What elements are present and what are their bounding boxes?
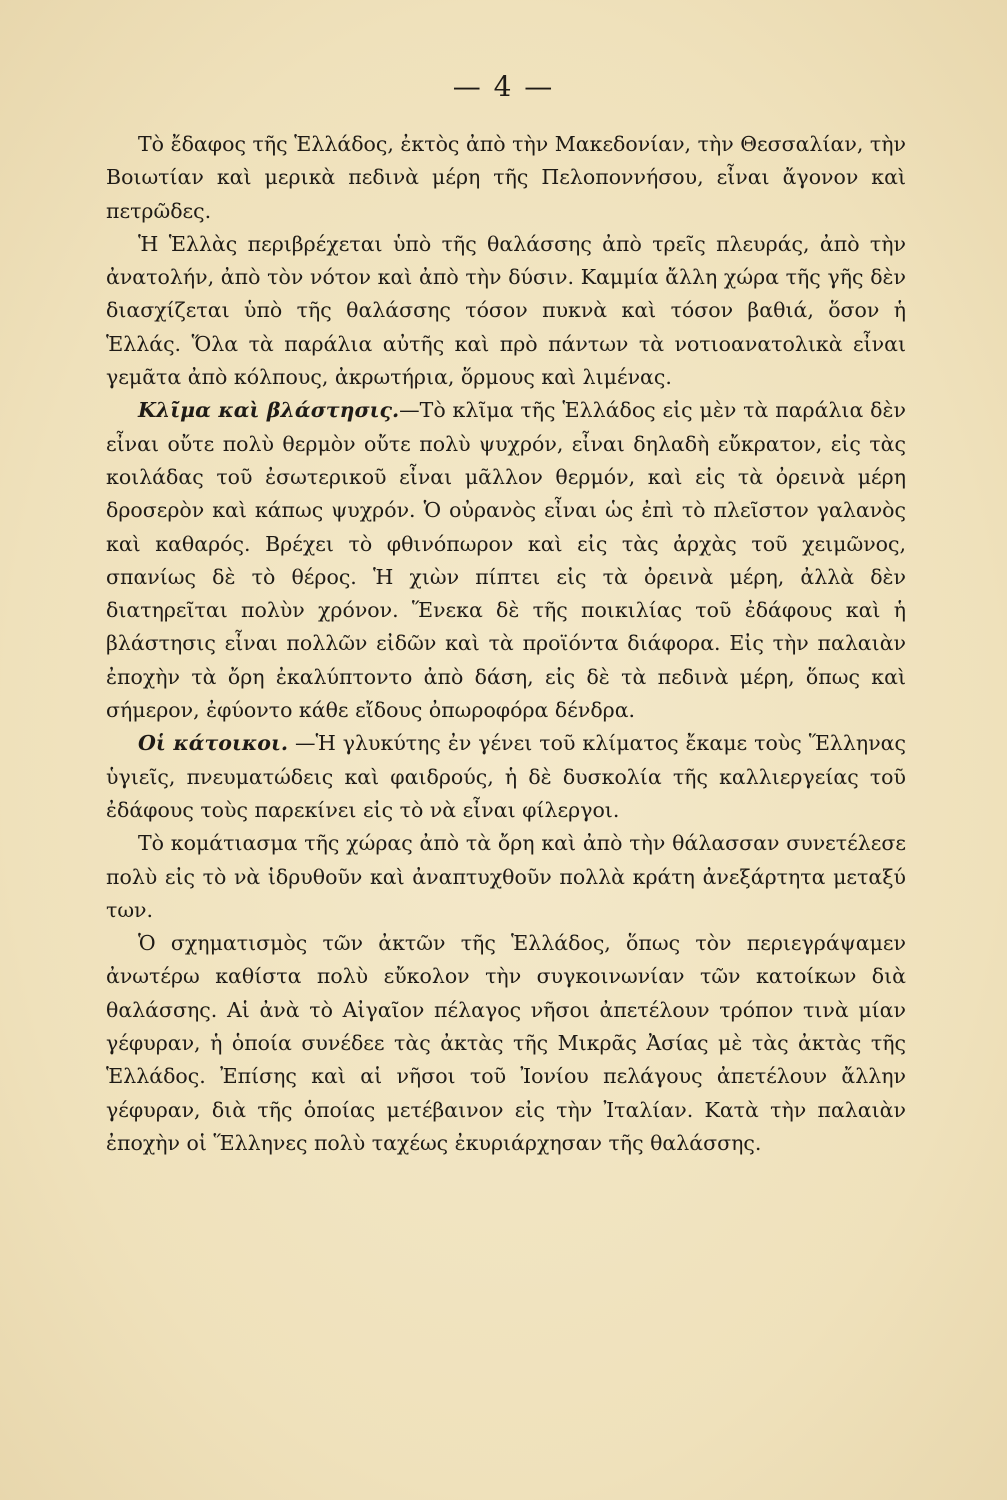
paragraph-coasts [106, 927, 906, 1160]
paragraph-text: Τὸ κομάτιασμα τῆς χώρας ἀπὸ τὰ ὄρη καὶ ἀπὸ τὴν θάλασσαν συνετέλεσε πολὺ εἰς τὸ νὰ ἱδρυθοῦν καὶ ἀναπτυχθοῦν πολλὰ κράτη ἀνεξάρτητα μεταξύ των. [106, 831, 906, 922]
paragraph-climate [106, 394, 906, 727]
paragraph-sea [106, 228, 906, 394]
body-text [106, 128, 906, 1160]
paragraph-soil [106, 128, 906, 228]
paragraph-text: —Τὸ κλῖμα τῆς Ἑλλάδος εἰς μὲν τὰ παράλια δὲν εἶναι οὔτε πολὺ θερμὸν οὔτε πολὺ ψυχρόν, εἶναι δηλαδὴ εὔκρατον, εἰς τὰς κοιλάδας τοῦ ἐσωτερικοῦ εἶναι μᾶλλον θερμόν, καὶ εἰς τὰ ὀρεινὰ μέρη δροσερὸν καὶ κάπως ψυχρόν. Ὁ οὐρανὸς εἶναι ὡς ἐπὶ τὸ πλεῖστον γαλανὸς καὶ καθαρός. Βρέχει τὸ φθινόπωρον καὶ εἰς τὰς ἀρχὰς τοῦ χειμῶνος, σπανίως δὲ τὸ θέρος. Ἡ χιὼν πίπτει εἰς τὰ ὀρεινὰ μέρη, ἀλλὰ δὲν διατηρεῖται πολὺν χρόνον. Ἕνεκα δὲ τῆς ποικιλίας τοῦ ἐδάφους καὶ ἡ βλάστησις εἶναι πολλῶν εἰδῶν καὶ τὰ προϊόντα διάφορα. Εἰς τὴν παλαιὰν ἐποχὴν τὰ ὄρη ἐκαλύπτοντο ἀπὸ δάση, εἰς δὲ τὰ πεδινὰ μέρη, ὅπως καὶ σήμερον, ἐφύοντο κάθε εἴδους ὀπωροφόρα δένδρα. [106, 398, 906, 723]
page-number: — 4 — [452, 70, 555, 103]
section-heading: Οἱ κάτοικοι. [138, 731, 288, 756]
paragraph-states [106, 827, 906, 927]
section-heading: Κλῖμα καὶ βλάστησις. [138, 398, 400, 423]
paragraph-text: Τὸ ἔδαφος τῆς Ἑλλάδος, ἐκτὸς ἀπὸ τὴν Μακεδονίαν, τὴν Θεσσαλίαν, τὴν Βοιωτίαν καὶ μερικὰ πεδινὰ μέρη τῆς Πελοποννήσου, εἶναι ἄγονον καὶ πετρῶδες. [106, 132, 906, 223]
paragraph-text: —Ἡ γλυκύτης ἐν γένει τοῦ κλίματος ἔκαμε τοὺς Ἕλληνας ὑγιεῖς, πνευματώδεις καὶ φαιδρούς, ἡ δὲ δυσκολία τῆς καλλιεργείας τοῦ ἐδάφους τοὺς παρεκίνει εἰς τὸ νὰ εἶναι φίλεργοι. [106, 731, 906, 822]
paragraph-text: Ἡ Ἑλλὰς περιβρέχεται ὑπὸ τῆς θαλάσσης ἀπὸ τρεῖς πλευράς, ἀπὸ τὴν ἀνατολήν, ἀπὸ τὸν νότον καὶ ἀπὸ τὴν δύσιν. Καμμία ἄλλη χώρα τῆς γῆς δὲν διασχίζεται ὑπὸ τῆς θαλάσσης τόσον πυκνὰ καὶ τόσον βαθιά, ὅσον ἡ Ἑλλάς. Ὅλα τὰ παράλια αὐτῆς καὶ πρὸ πάντων τὰ νοτιοανατολικὰ εἶναι γεμᾶτα ἀπὸ κόλπους, ἀκρωτήρια, ὅρμους καὶ λιμένας. [106, 231, 906, 390]
paragraph-text: Ὁ σχηματισμὸς τῶν ἀκτῶν τῆς Ἑλλάδος, ὅπως τὸν περιεγράψαμεν ἀνωτέρω καθίστα πολὺ εὔκολον τὴν συγκοινωνίαν τῶν κατοίκων διὰ θαλάσσης. Αἱ ἀνὰ τὸ Αἰγαῖον πέλαγος νῆσοι ἀπετέλουν τρόπον τινὰ μίαν γέφυραν, ἡ ὁποία συνέδεε τὰς ἀκτὰς τῆς Μικρᾶς Ἀσίας μὲ τὰς ἀκτὰς τῆς Ἑλλάδος. Ἐπίσης καὶ αἱ νῆσοι τοῦ Ἰονίου πελάγους ἀπετέλουν ἄλλην γέφυραν, διὰ τῆς ὁποίας μετέβαινον εἰς τὴν Ἰταλίαν. Κατὰ τὴν παλαιὰν ἐποχὴν οἱ Ἕλληνες πολὺ ταχέως ἐκυριάρχησαν τῆς θαλάσσης. [106, 931, 906, 1155]
paragraph-inhabitants [106, 727, 906, 827]
